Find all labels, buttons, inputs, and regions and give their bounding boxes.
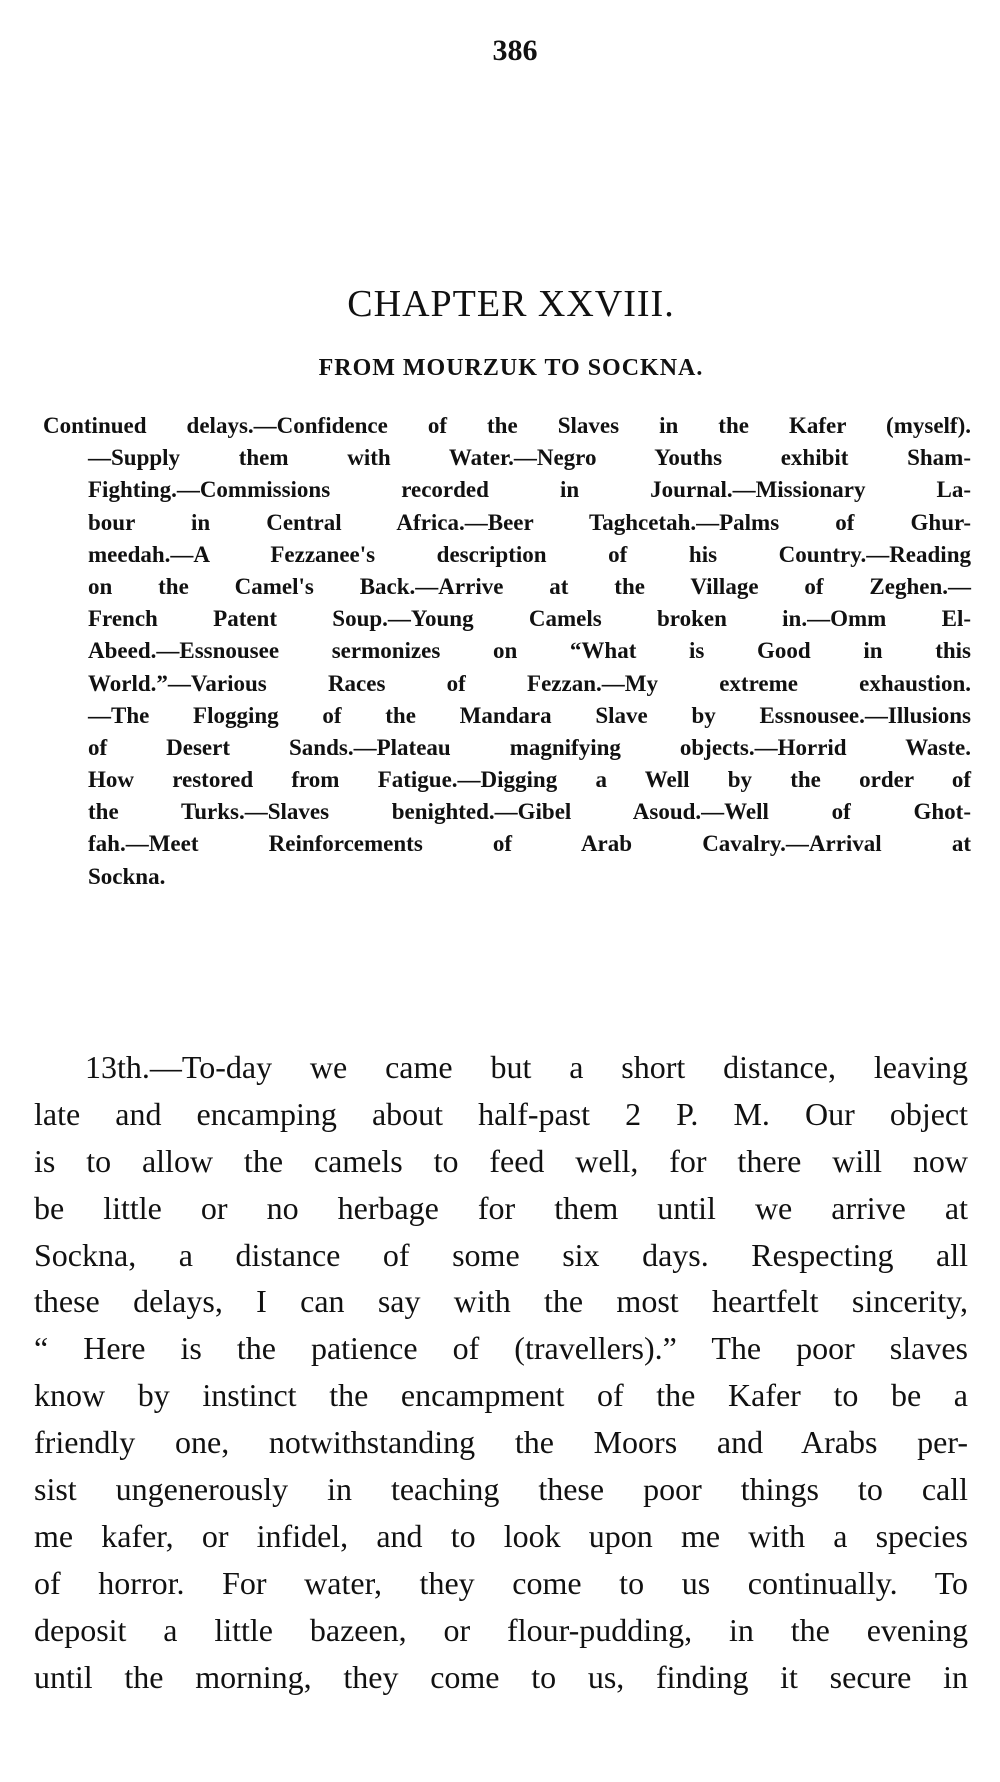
body-line: deposit a little bazeen, or flour-pudding, in the evening (34, 1611, 968, 1648)
body-line: until the morning, they come to us, finding it secure in (34, 1658, 968, 1695)
body-line: be little or no herbage for them until we arrive at (34, 1189, 968, 1226)
summary-line: Continued delays.—Confidence of the Slaves in the Kafer (myself). (43, 413, 971, 438)
summary-line: fah.—Meet Reinforcements of Arab Cavalry.—Arrival at (88, 831, 971, 857)
summary-line: Sockna. (88, 863, 166, 889)
summary-line: Abeed.—Essnousee sermonizes on “What is Good in this (88, 638, 971, 664)
summary-line: bour in Central Africa.—Beer Taghcetah.—Palms of Ghur- (88, 509, 971, 535)
summary-line: How restored from Fatigue.—Digging a Well by the order of (88, 767, 971, 793)
body-line: sist ungenerously in teaching these poor things to call (34, 1471, 968, 1508)
summary-line: —Supply them with Water.—Negro Youths exhibit Sham- (88, 445, 971, 471)
chapter-title: CHAPTER XXVIII. (347, 283, 675, 325)
body-line: 13th.—To-day we came but a short distance, leaving (85, 1049, 968, 1085)
chapter-summary (43, 410, 971, 893)
page-number: 386 (492, 34, 538, 67)
body-text (34, 1044, 968, 1700)
summary-line: —The Flogging of the Mandara Slave by Essnousee.—Illusions (88, 702, 971, 728)
body-line: is to allow the camels to feed well, for there will now (34, 1142, 968, 1179)
summary-line: French Patent Soup.—Young Camels broken in.—Omm El- (88, 606, 971, 632)
body-line: me kafer, or infidel, and to look upon me with a species (34, 1517, 968, 1554)
body-line: friendly one, notwithstanding the Moors and Arabs per- (34, 1424, 968, 1461)
body-line: “ Here is the patience of (travellers).” The poor slaves (34, 1330, 968, 1367)
body-line: know by instinct the encampment of the Kafer to be a (34, 1377, 968, 1414)
body-line: late and encamping about half-past 2 P. M. Our object (34, 1095, 968, 1132)
body-line: Sockna, a distance of some six days. Respecting all (34, 1236, 968, 1273)
chapter-subtitle: FROM MOURZUK TO SOCKNA. (318, 355, 704, 381)
summary-line: World.”—Various Races of Fezzan.—My extreme exhaustion. (88, 670, 971, 696)
summary-line: on the Camel's Back.—Arrive at the Village of Zeghen.— (88, 573, 971, 599)
summary-line: the Turks.—Slaves benighted.—Gibel Asoud.—Well of Ghot- (88, 799, 971, 825)
summary-line: meedah.—A Fezzanee's description of his Country.—Reading (88, 541, 971, 567)
summary-line: Fighting.—Commissions recorded in Journal.—Missionary La- (88, 477, 971, 503)
body-line: of horror. For water, they come to us continually. To (34, 1564, 968, 1601)
body-line: these delays, I can say with the most heartfelt sincerity, (34, 1283, 968, 1320)
summary-line: of Desert Sands.—Plateau magnifying objects.—Horrid Waste. (88, 734, 971, 760)
